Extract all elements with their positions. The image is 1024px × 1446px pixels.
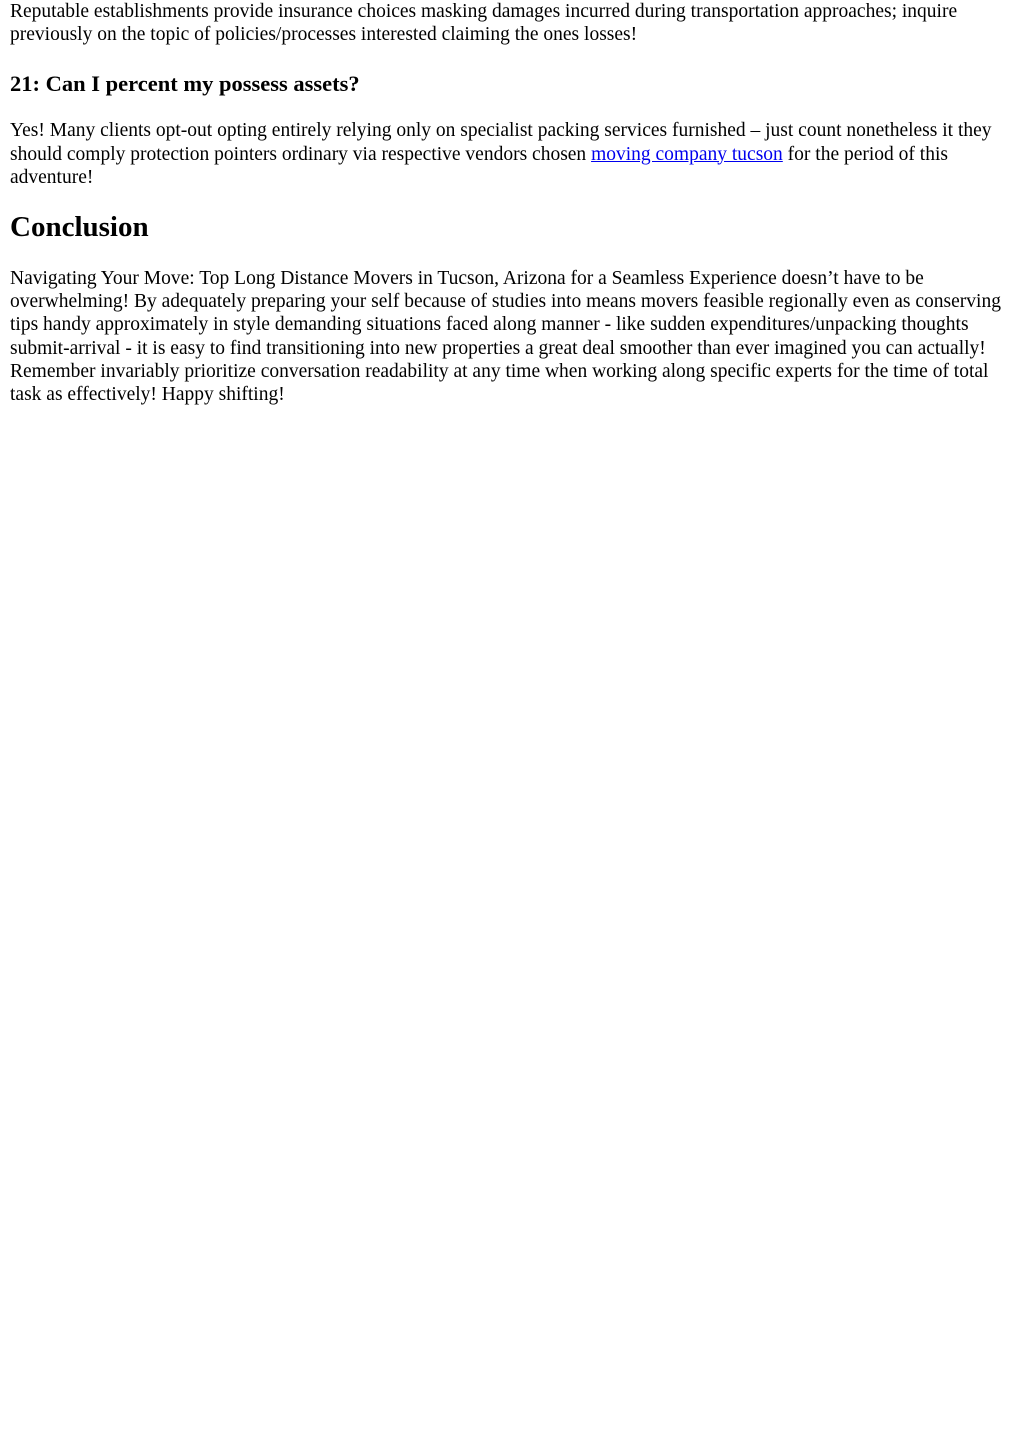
moving-company-link[interactable]: moving company tucson — [591, 143, 783, 165]
faq-answer-paragraph — [10, 119, 1014, 189]
conclusion-paragraph: Navigating Your Move: Top Long Distance Movers in Tucson, Arizona for a Seamless Experience doesn’t have to be overwhelming! By adequately preparing your self because of studies into means movers feasible regionally even as conserving tips handy approximately in style demanding situations faced along manner - like sudden expenditures/unpacking thoughts submit-arrival - it is easy to find transitioning into new properties a great deal smoother than ever imagined you can actually! Remember invariably prioritize conversation readability at any time when working along specific experts for the time of total task as effectively! Happy shifting! — [10, 268, 1001, 406]
conclusion-heading: Conclusion — [10, 211, 149, 244]
faq-answer-text-start: Yes! Many clients opt-out opting entirely relying only on specialist packing services furnished – just count nonetheless it they should comply protection pointers ordinary via respective vendors chosen — [10, 120, 992, 165]
faq-answer-text-end: for the period of this adventure! — [10, 143, 948, 188]
article-body — [0, 0, 1024, 406]
intro-paragraph: Reputable establishments provide insurance choices masking damages incurred during transportation approaches; inquire previously on the topic of policies/processes interested claiming the ones losses! — [10, 1, 958, 46]
faq-question-heading: 21: Can I percent my possess assets? — [10, 71, 360, 97]
